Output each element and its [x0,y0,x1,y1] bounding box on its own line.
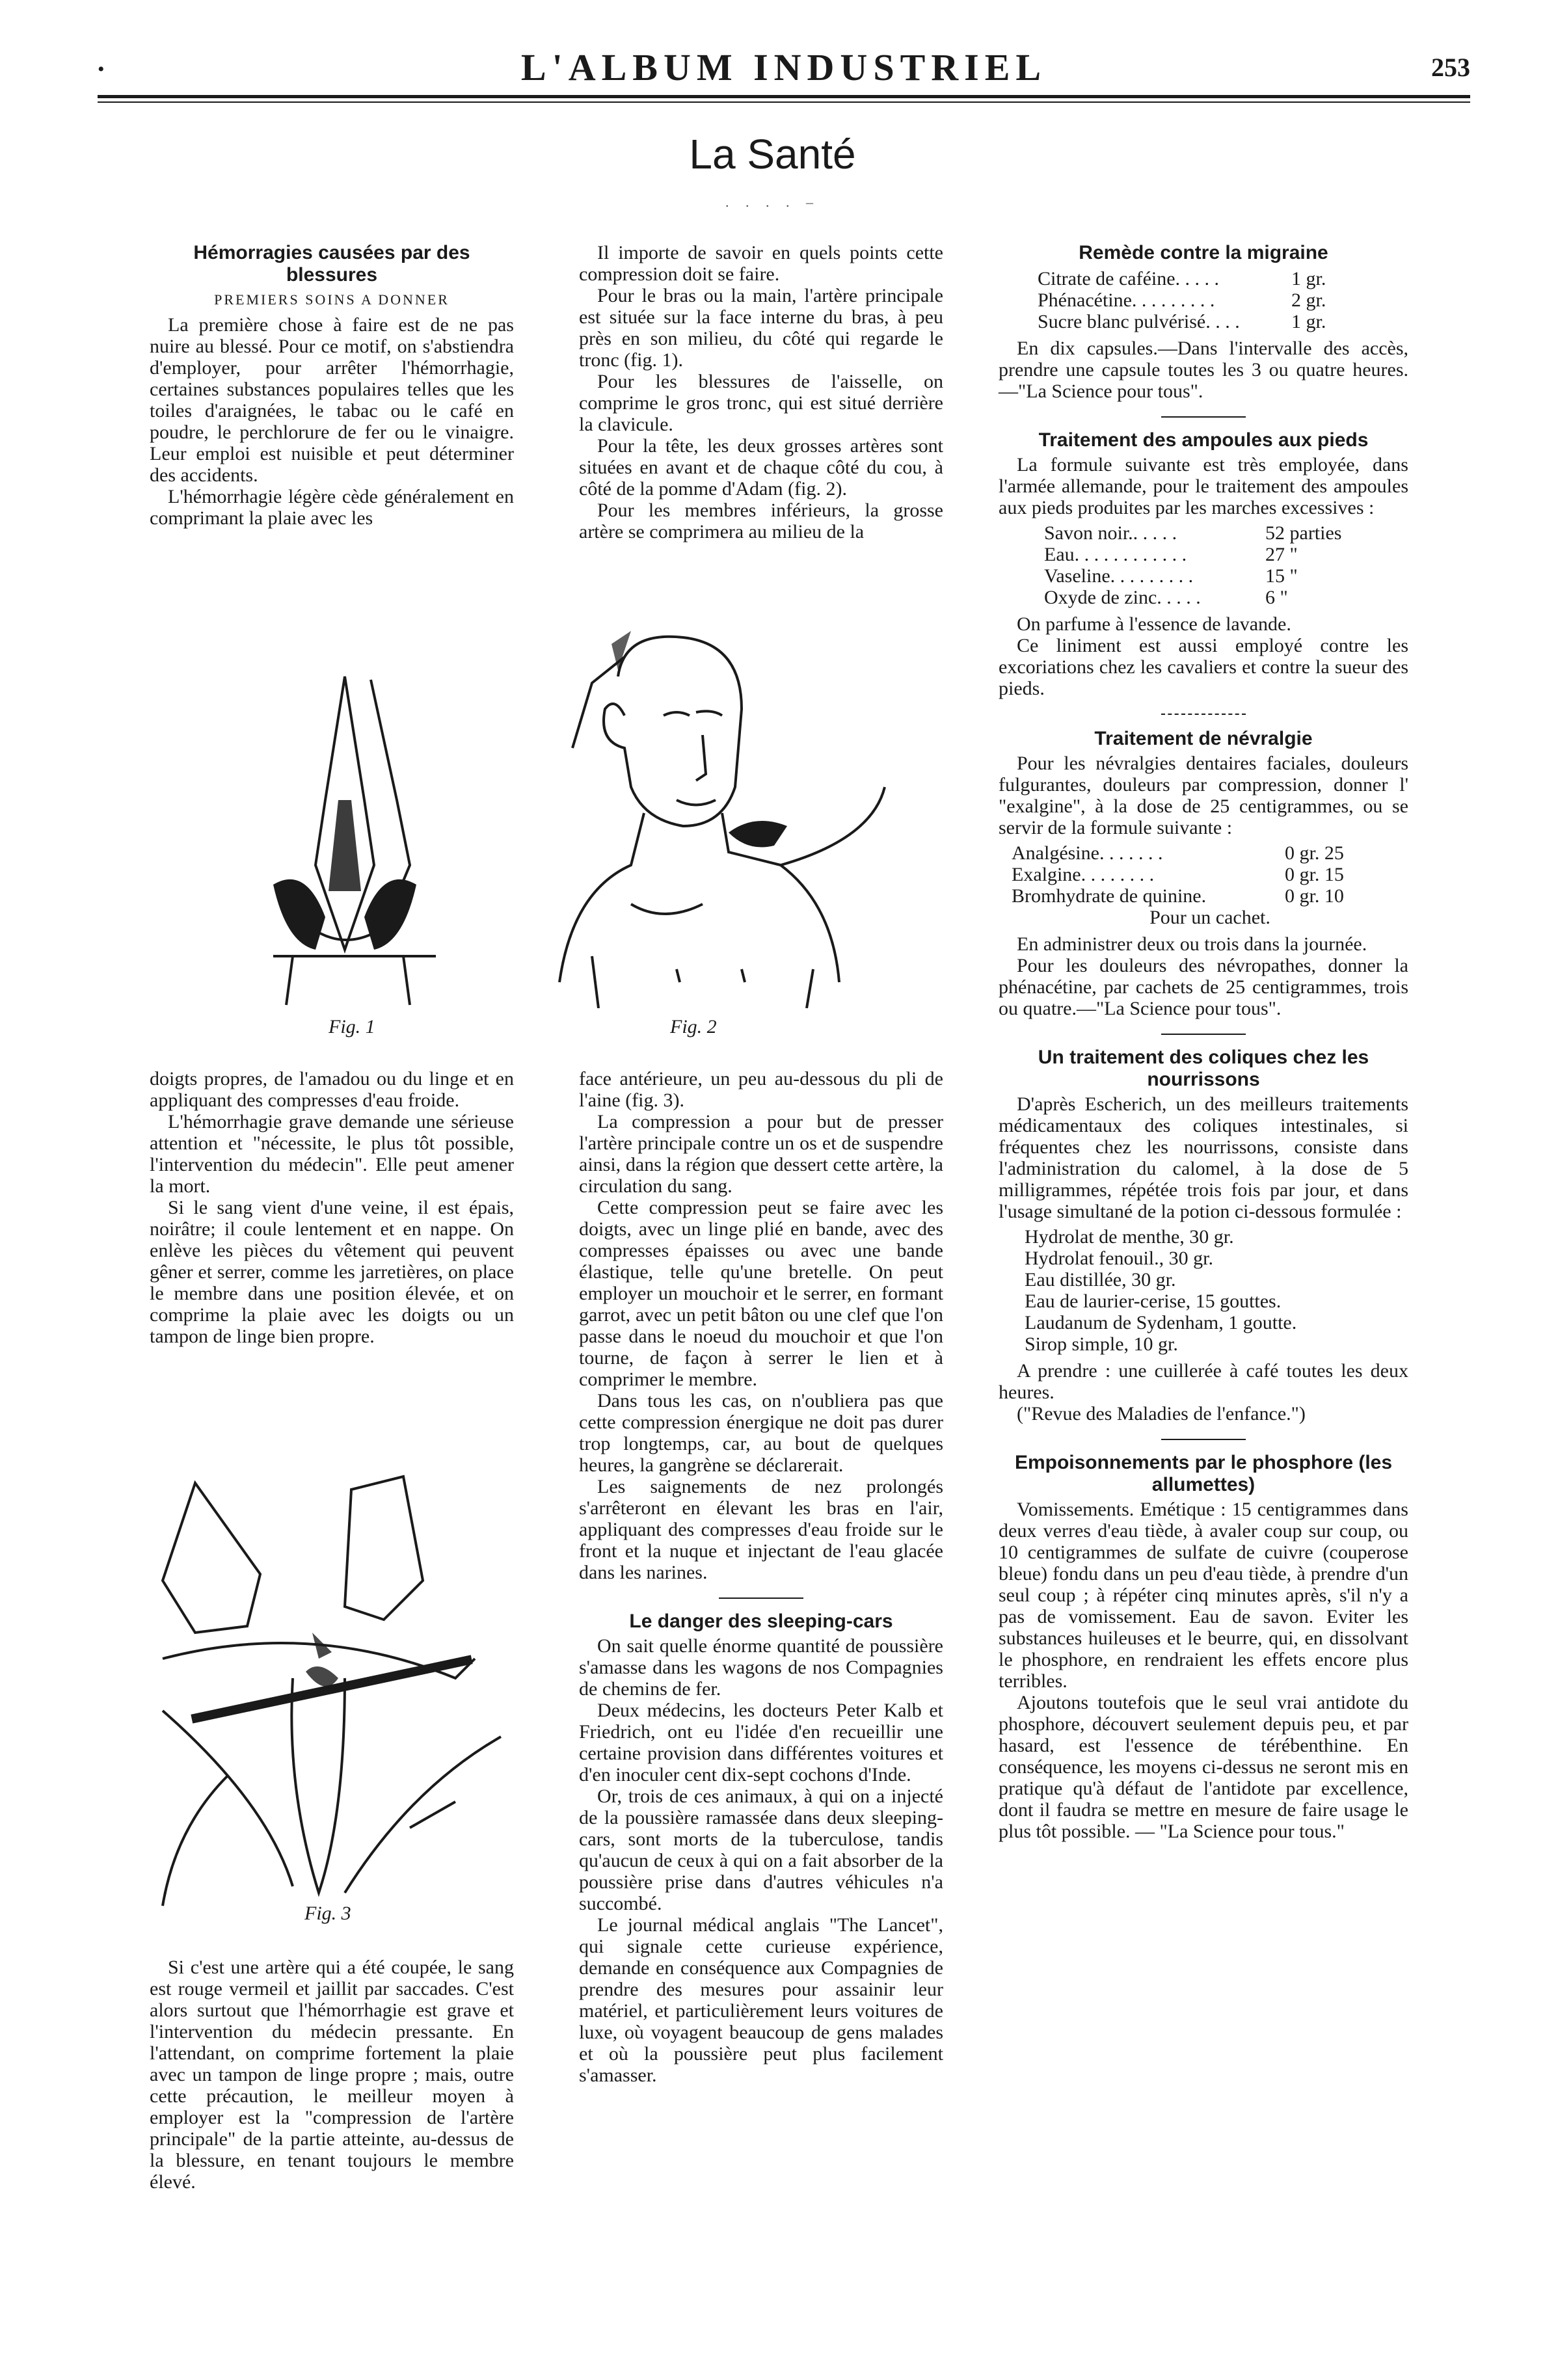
section-ornament: . . . . – [725,194,820,210]
paragraph: En administrer deux ou trois dans la journée. [1017,933,1367,955]
recipe-note: Pour un cachet. [1149,907,1270,928]
paragraph: Si c'est une artère qui a été coupée, le sang est rouge vermeil et jaillit par saccades. C'est alors surtout que l'hémorrhagie est grave et l'intervention du médecin pressante. En l'attendant, on comprime fortement la plaie avec un tampon de linge propre ; mais, outre cette précaution, le meilleur moyen à employer est la "compression de l'artère principale" de la partie atteinte, au-dessus de la blessure, en tenant toujours le membre élevé. [150,1957,514,2193]
paragraph: Les saignements de nez prolongés s'arrêteront en élevant les bras en l'air, appliquant des compresses d'eau froide sur le front et la nuque et injectant de l'eau glacée dans les narines. [579,1476,943,1583]
paragraph: Pour les membres inférieurs, la grosse artère se comprimera au milieu de la [579,500,943,542]
figure-caption: Fig. 1 [329,1016,375,1037]
paragraph: Ce liniment est aussi employé contre les excoriations chez les cavaliers et contre la sueur des pieds. [999,635,1408,699]
running-title: L'ALBUM INDUSTRIEL [520,46,1047,88]
paragraph: On sait quelle énorme quantité de poussière s'amasse dans les wagons de nos Compagnies de chemins de fer. [579,1635,943,1700]
paragraph: La première chose à faire est de ne pas nuire au blessé. Pour ce motif, on s'abstiendra d'employer, pour arrêter l'hémorrhagie, certaines substances populaires telles que les toiles d'araignées, le tabac ou le café en poudre, le perchlorure de fer ou le vinaigre. Leur emploi est nuisible et peut déterminer des accidents. [150,314,514,486]
paragraph: En dix capsules.—Dans l'intervalle des accès, prendre une capsule toutes les 3 ou quatre heures.—"La Science pour tous". [999,338,1408,402]
paragraph: D'après Escherich, un des meilleurs traitements médicamentaux des coliques intestinales, si fréquentes chez les nourrissons, consiste dans l'administration du calomel, à la dose de 5 milligrammes, répétée trois fois par jour, et dans l'usage simultané de la potion ci-dessous formulée : [999,1093,1408,1222]
tourniquet-svg [150,1464,514,1912]
article-separator [719,1598,803,1599]
article-title-nevralgie: Traitement de névralgie [1094,728,1313,749]
column-2-top [579,242,943,542]
recipe-ampoules [1044,522,1408,608]
article-separator [1161,1034,1246,1035]
tourniquet-illustration [150,1464,514,1912]
recipe-row: Laudanum de Sydenham, 1 goutte. [1025,1312,1297,1333]
recipe-row: Citrate de caféine. . . . . 1 gr. [1038,268,1326,289]
recipe-migraine [1038,268,1408,332]
recipe-row: Vaseline. . . . . . . . . 15 " [1044,565,1298,587]
paragraph: Le journal médical anglais "The Lancet", qui signale cette curieuse expérience, demande en conséquence aux Compagnies de prendre des mesures pour assainir leur matériel, et particulièrement leurs voitures de luxe, où voyagent beaucoup de gens malades et où la poussière peut plus facilement s'amasser. [579,1914,943,2086]
column-1-bottom [150,1957,514,2193]
paragraph: On parfume à l'essence de lavande. [1017,613,1291,635]
recipe-row: Exalgine. . . . . . . . 0 gr. 15 [1012,864,1344,885]
article-title-sleeping-cars: Le danger des sleeping-cars [629,1611,893,1632]
paragraph: Deux médecins, les docteurs Peter Kalb et Friedrich, ont eu l'idée d'en recueillir une certaine provision dans différentes voitures et d'en inoculer cent dix-sept cochons d'Inde. [579,1700,943,1785]
paragraph: Pour les névralgies dentaires faciales, douleurs fulgurantes, douleurs par compression, donner l' "exalgine", à la dose de 25 centigrammes, ou se servir de la formule suivante : [999,753,1408,838]
paragraph: Pour les blessures de l'aisselle, on comprime le gros tronc, qui est situé derrière la clavicule. [579,371,943,435]
paragraph: Pour la tête, les deux grosses artères sont situées en avant et de chaque côté du cou, à côté de la pomme d'Adam (fig. 2). [579,435,943,500]
article-subtitle-hemorragies: PREMIERS SOINS A DONNER [214,291,450,308]
section-title: La Santé [689,131,856,178]
paragraph: Il importe de savoir en quels points cette compression doit se faire. [579,242,943,285]
header-rule-thin [98,101,1470,103]
paragraph: face antérieure, un peu au-dessous du pli de l'aine (fig. 3). [579,1068,943,1111]
recipe-row: Sirop simple, 10 gr. [1025,1333,1178,1355]
paragraph: Cette compression peut se faire avec les doigts, avec un linge plié en bande, avec des compresses épaisses ou avec une bande élastique, telle qu'une bretelle. On peut employer un mouchoir et le serrer, en formant garrot, avec un petit bâton ou une clef que l'on passe dans le noeud du mouchoir et que l'on tourne, de façon à serrer le lien et à comprimer le membre. [579,1197,943,1390]
recipe-row: Analgésine. . . . . . . 0 gr. 25 [1012,842,1344,864]
recipe-nevralgie [1012,842,1408,928]
recipe-row: Hydrolat de menthe, 30 gr. [1025,1226,1234,1248]
paragraph: La compression a pour but de presser l'artère principale contre un os et de suspendre ainsi, dans la région que dessert cette artère, la circulation du sang. [579,1111,943,1197]
recipe-row: Eau de laurier-cerise, 15 gouttes. [1025,1290,1282,1312]
paragraph: A prendre : une cuillerée à café toutes les deux heures. [999,1360,1408,1403]
recipe-row: Savon noir.. . . . . 52 parties [1044,522,1342,544]
article-separator [1161,416,1246,418]
paragraph: L'hémorrhagie légère cède généralement en comprimant la plaie avec les [150,486,514,529]
article-title-ampoules: Traitement des ampoules aux pieds [1038,429,1369,451]
article-title-phosphore: Empoisonnements par le phosphore (les allumettes) [1014,1452,1393,1495]
article-title-coliques: Un traitement des coliques chez les nourrissons [1038,1047,1369,1090]
paragraph: Ajoutons toutefois que le seul vrai antidote du phosphore, découvert seulement depuis peu, et par hasard, est l'essence de térébenthine. En conséquence, les moyens ci-dessus ne seront mis en pratique qu'à défaut de l'antidote par excellence, dont il faudra se mettre en mesure de faire usage le plus tôt possible. — "La Science pour tous." [999,1692,1408,1842]
paragraph: ("Revue des Maladies de l'enfance.") [1017,1403,1306,1424]
recipe-row: Bromhydrate de quinine. 0 gr. 10 [1012,885,1344,907]
paragraph: doigts propres, de l'amadou ou du linge et en appliquant des compresses d'eau froide. [150,1068,514,1111]
recipe-row: Phénacétine. . . . . . . . . 2 gr. [1038,289,1326,311]
recipe-row: Oxyde de zinc. . . . . 6 " [1044,587,1288,608]
figure-caption: Fig. 3 [304,1903,351,1924]
article-title-migraine: Remède contre la migraine [1079,242,1328,263]
neck-compression-illustration [533,618,898,1008]
header-rule-thick [98,95,1470,98]
column-2-bottom [579,1068,943,2086]
arm-compression-svg [247,670,449,1008]
arm-compression-illustration [247,670,449,1008]
recipe-row: Eau distillée, 30 gr. [1025,1269,1176,1290]
paragraph: L'hémorrhagie grave demande une sérieuse attention et "nécessite, le plus tôt possible, l'intervention du médecin". Elle peut amener la mort. [150,1111,514,1197]
neck-compression-svg [533,618,898,1008]
paragraph: Dans tous les cas, on n'oubliera pas que cette compression énergique ne doit pas durer trop longtemps, car, au bout de quelques heures, la gangrène se déclarerait. [579,1390,943,1476]
paragraph: Pour le bras ou la main, l'artère principale est située sur la face interne du bras, à peu près en son milieu, du côté qui regarde le tronc (fig. 1). [579,285,943,371]
column-3 [999,242,1408,1842]
paragraph: La formule suivante est très employée, dans l'armée allemande, pour le traitement des ampoules aux pieds produites par les marches excessives : [999,454,1408,518]
paragraph: Or, trois de ces animaux, à qui on a injecté de la poussière ramassée dans deux sleeping-cars, sont morts de la tuberculose, tandis qu'aucun de ceux à qui on a fait absorber de la poussière prise dans d'autres véhicules n'a succombé. [579,1785,943,1914]
page-number: 253 [1431,53,1470,82]
recipe-row: Sucre blanc pulvérisé. . . . 1 gr. [1038,311,1326,332]
column-1-middle [150,1068,514,1347]
paragraph: Vomissements. Emétique : 15 centigrammes dans deux verres d'eau tiède, à avaler coup sur coup, ou 10 centigrammes de sulfate de cuivre (couperose bleue) fondu dans un peu d'eau tiède, à prendre d'un seul coup ; à répéter cinq minutes après, s'il n'y a pas de vomissement. Eau de savon. Eviter les substances huileuses et le beurre, qui, en dissolvant le phosphore, en rendraient les effets encore plus terribles. [999,1499,1408,1692]
recipe-coliques [1025,1226,1408,1355]
figure-caption: Fig. 2 [670,1016,717,1037]
article-separator [1161,1439,1246,1440]
column-1-top [150,242,514,529]
article-title-hemorragies: Hémorragies causées par des blessures [193,242,470,286]
running-header [98,40,1470,92]
article-separator [1161,714,1246,716]
paragraph: Pour les douleurs des névropathes, donner la phénacétine, par cachets de 25 centigrammes, trois ou quatre.—"La Science pour tous". [999,955,1408,1019]
header-bullet: • [98,59,105,80]
recipe-row: Eau. . . . . . . . . . . . 27 " [1044,544,1298,565]
paragraph: Si le sang vient d'une veine, il est épais, noirâtre; il coule lentement et en nappe. On enlève les pièces du vêtement qui peuvent gêner et serrer, comme les jarretières, on place le membre dans une position élevée, et on comprime la plaie avec les doigts ou un tampon de linge bien propre. [150,1197,514,1347]
recipe-row: Hydrolat fenouil., 30 gr. [1025,1248,1213,1269]
